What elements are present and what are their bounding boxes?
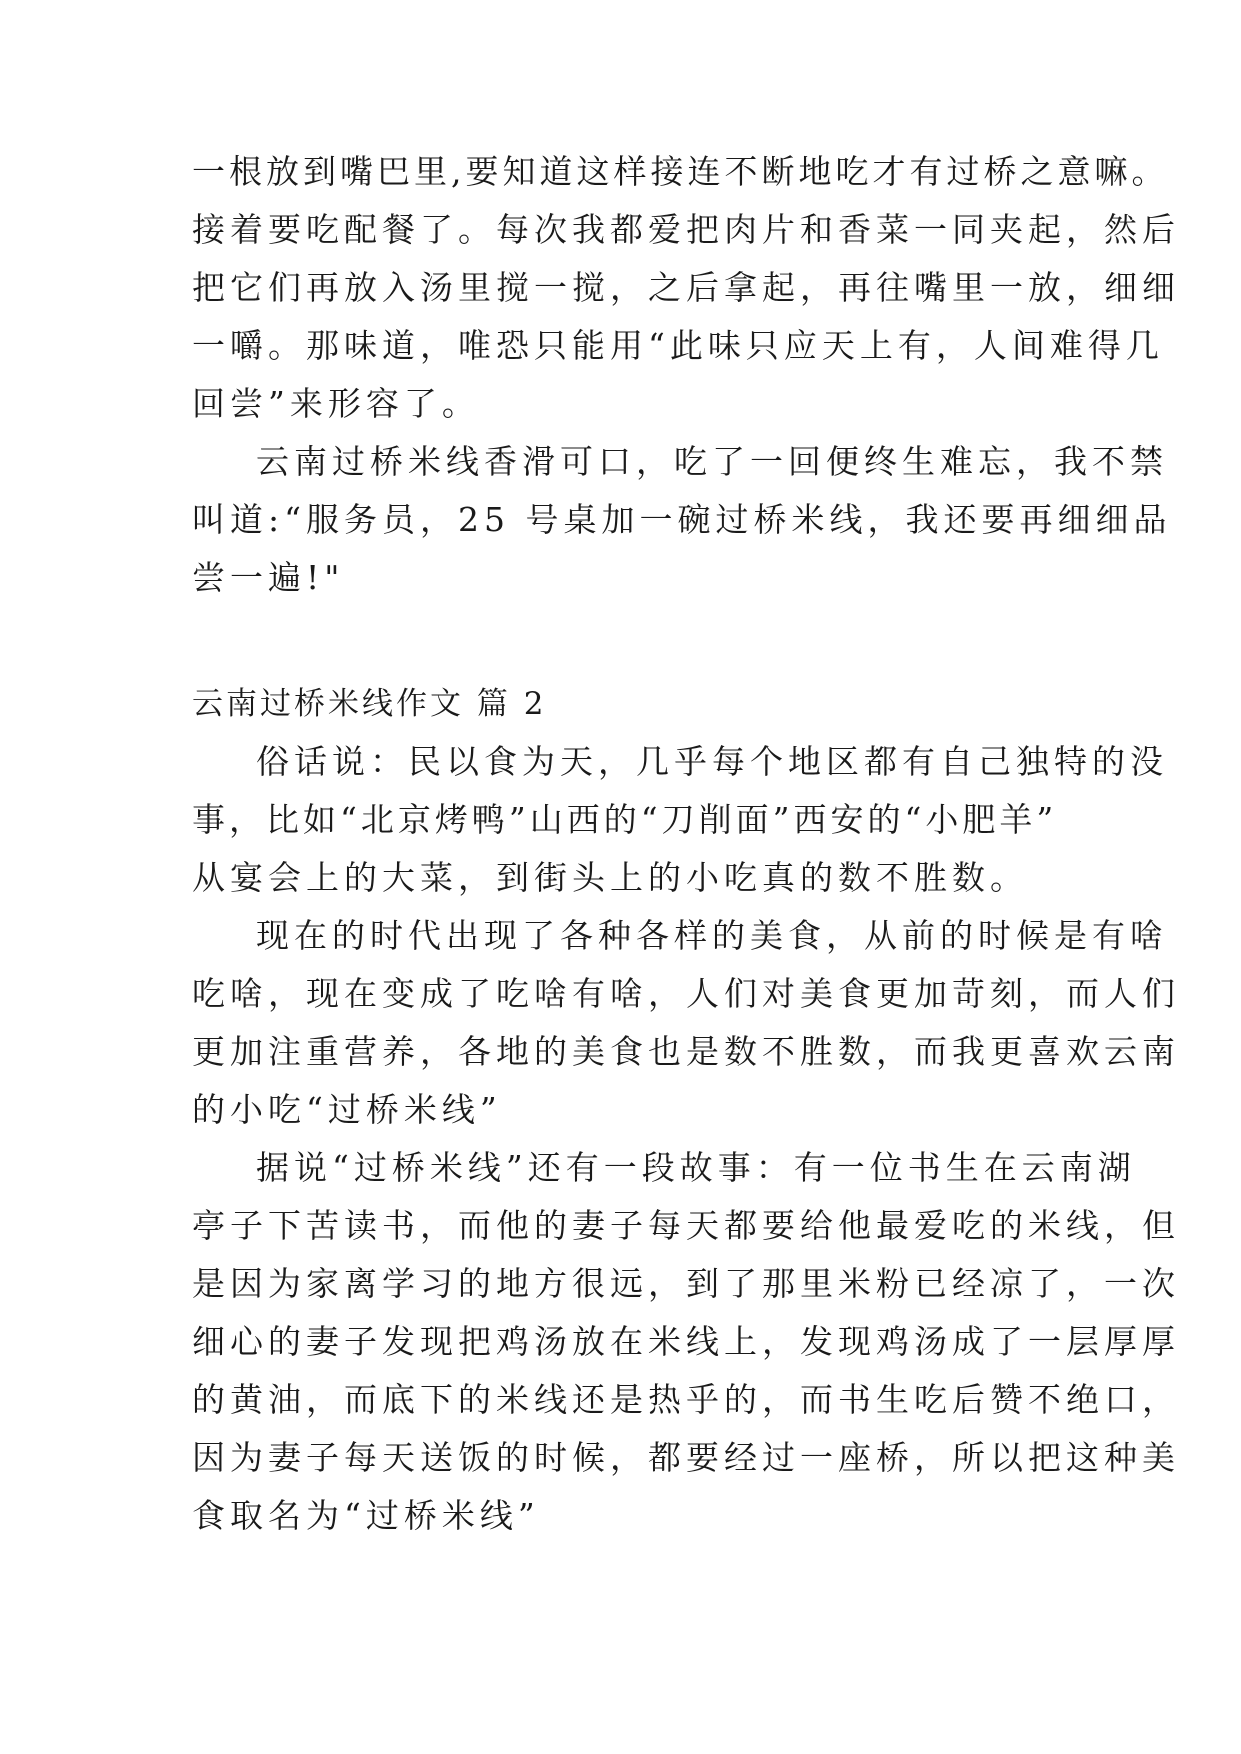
text-line: 亭子下苦读书，而他的妻子每天都要给他最爱吃的米线，但 <box>192 1206 1180 1245</box>
text-line: 的黄油，而底下的米线还是热乎的，而书生吃后赞不绝口， <box>192 1380 1180 1419</box>
text-line: 从宴会上的大菜，到街头上的小吃真的数不胜数。 <box>192 858 1028 897</box>
text-line: 一嚼。那味道，唯恐只能用“此味只应天上有，人间难得几 <box>192 326 1164 365</box>
text-line: 把它们再放入汤里搅一搅，之后拿起，再往嘴里一放，细细 <box>192 268 1180 307</box>
section-heading: 云南过桥米线作文 篇 2 <box>192 686 547 722</box>
paragraph-first-line: 现在的时代出现了各种各样的美食，从前的时候是有啥 <box>256 916 1168 955</box>
text-line: 尝一遍!" <box>192 558 345 597</box>
text-line: 叫道:“服务员，25 号桌加一碗过桥米线，我还要再细细品 <box>192 500 1172 539</box>
text-line: 接着要吃配餐了。每次我都爱把肉片和香菜一同夹起，然后 <box>192 210 1180 249</box>
text-line: 事，比如“北京烤鸭”山西的“刀削面”西安的“小肥羊” <box>192 800 1058 839</box>
text-line: 回尝”来形容了。 <box>192 384 480 423</box>
text-line: 因为妻子每天送饭的时候，都要经过一座桥，所以把这种美 <box>192 1438 1180 1477</box>
text-line: 吃啥，现在变成了吃啥有啥，人们对美食更加苛刻，而人们 <box>192 974 1180 1013</box>
paragraph-first-line: 俗话说：民以食为天，几乎每个地区都有自己独特的没 <box>256 742 1168 781</box>
paragraph-first-line: 据说“过桥米线”还有一段故事：有一位书生在云南湖 <box>256 1148 1136 1187</box>
text-line: 更加注重营养，各地的美食也是数不胜数，而我更喜欢云南 <box>192 1032 1180 1071</box>
text-line: 一根放到嘴巴里,要知道这样接连不断地吃才有过桥之意嘛。 <box>192 152 1169 191</box>
text-line: 细心的妻子发现把鸡汤放在米线上，发现鸡汤成了一层厚厚 <box>192 1322 1180 1361</box>
text-line: 食取名为“过桥米线” <box>192 1496 540 1535</box>
paragraph-first-line: 云南过桥米线香滑可口，吃了一回便终生难忘，我不禁 <box>256 442 1168 481</box>
text-line: 是因为家离学习的地方很远，到了那里米粉已经凉了，一次 <box>192 1264 1180 1303</box>
text-line: 的小吃“过桥米线” <box>192 1090 502 1129</box>
